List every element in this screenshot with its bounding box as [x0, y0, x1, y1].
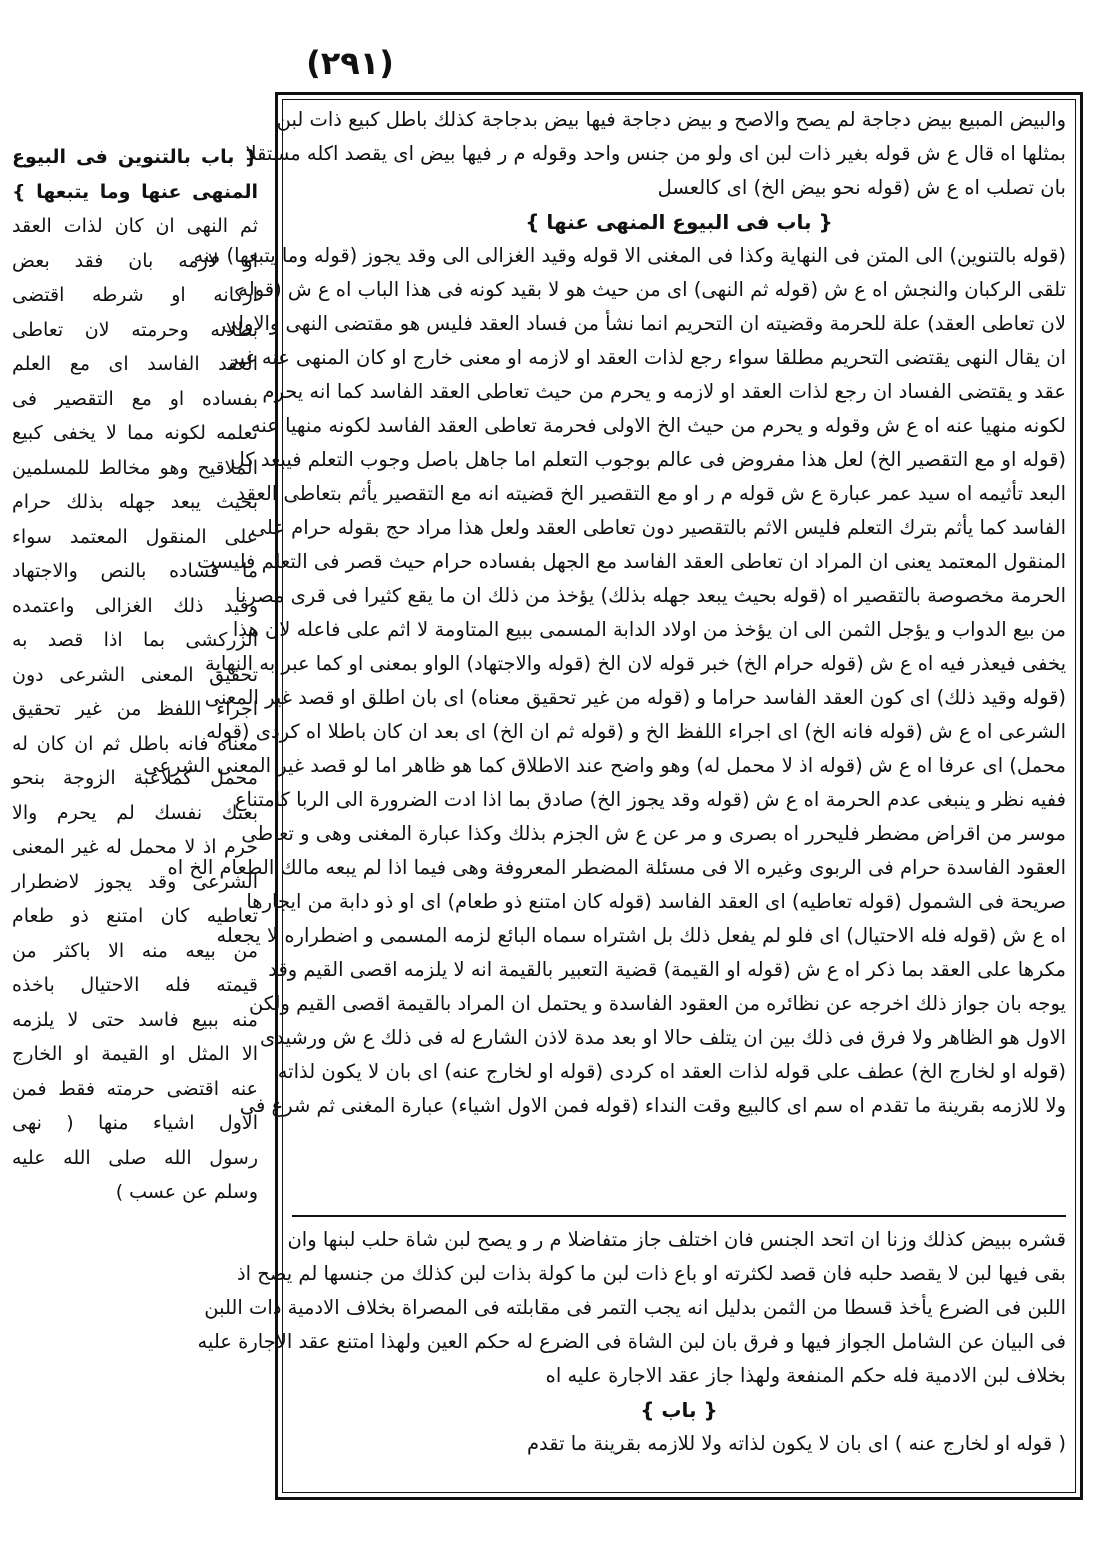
- text-line: { باب بالتنوين فى البيوع: [12, 146, 258, 168]
- text-line: عنه اقتضى حرمته فقط فمن: [12, 1077, 258, 1100]
- text-line: (قوله او مع التقصير الخ) لعل هذا مفروض فى عالم بوجوب التعلم اما جاهل باصل وجوب التعلم فيبعد كل: [230, 448, 1066, 471]
- text-line: الشرعى اه ع ش (قوله فانه الخ) اى اجراء اللفظ الخ و (قوله ثم ان الخ) اى بعد ان كان باطلا اه كردى (قوله: [206, 720, 1066, 743]
- text-line: وسلم عن عسب ): [115, 1181, 258, 1203]
- page-number: (٢٩١): [306, 44, 394, 82]
- text-line: ففيه نظر و ينبغى عدم الحرمة اه ع ش (قوله وقد يجوز الخ) صادق بما اذا ادت الضرورة الى الربا كامتناع: [234, 788, 1066, 811]
- section-heading: { باب فى البيوع المنهى عنها }: [525, 210, 833, 234]
- text-line: مكرها على العقد بما ذكر اه ع ش (قوله او القيمة) قضية التعبير بالقيمة انه لا يلزمه اقصى القيم وقد: [268, 958, 1066, 981]
- text-line: تحقيق المعنى الشرعى دون: [12, 663, 258, 686]
- text-line: حرم اذ لا محمل له غير المعنى: [12, 836, 258, 858]
- text-line: صريحة فى الشمول (قوله تعاطيه) اى العقد الفاسد (قوله كان امتنع ذو طعام) اى او ذو دابة من ايجارها: [246, 890, 1066, 913]
- text-line: وقيد ذلك الغزالى واعتمده: [12, 594, 258, 617]
- text-line: الملاقيح وهو مخالط للمسلمين: [12, 456, 258, 479]
- text-line: على المنقول المعتمد سواء: [12, 525, 258, 548]
- text-line: المنقول المعتمد يعنى ان المراد ان تعاطى العقد الفاسد مع الجهل بفساده حرام حيث قصر فى التعلم فليست: [197, 550, 1066, 573]
- text-line: الزركشى بما اذا قصد به: [12, 629, 258, 651]
- text-line: فى البيان عن الشامل الجواز فيها و فرق بان لبن الشاة فى الضرع له حكم العين ولهذا امتنع عقد الاجارة عليه: [197, 1330, 1066, 1353]
- text-line: ثم النهى ان كان لذات العقد: [12, 215, 258, 237]
- text-line: ان يقال النهى يقتضى التحريم مطلقا سواء رجع لذات العقد او لازمه او معنى خارج او كان المنهى عنه غير: [228, 346, 1066, 369]
- text-line: ما فساده بالنص والاجتهاد: [12, 560, 258, 582]
- text-line: اه ع ش (قوله فله الاحتيال) اى فلو لم يفعل ذلك بل اشتراه سماه البائع لزمه المسمى و اضطراره لا يجعله: [216, 924, 1066, 947]
- text-line: الا المثل او القيمة او الخارج: [12, 1043, 258, 1065]
- text-line: موسر من اقراض مضطر فليحرر اه بصرى و مر عن ع ش الجزم بذلك وكذا عبارة المغنى وهى و تعاطى: [241, 822, 1066, 845]
- text-line: لكونه منهيا عنه اه ع ش وقوله و يحرم من حيث الخ الاولى فحرمة تعاطى العقد الفاسد لكونه منهيا عنه: [250, 414, 1066, 437]
- text-line: العقود الفاسدة حرام فى الربوى وغيره الا فى مسئلة المضطر المعروفة وهى فيما اذا لم يبعه مالك الطعام الخ اه: [167, 856, 1066, 879]
- section-heading: { باب }: [640, 1398, 718, 1422]
- text-line: قيمته فله الاحتيال باخذه: [12, 974, 258, 996]
- text-line: يخفى فيعذر فيه اه ع ش (قوله حرام الخ) خبر قوله لان الخ (قوله والاجتهاد) الواو بمعنى او كما عبر به النهاية: [204, 652, 1066, 675]
- text-line: بحيث يبعد جهله بذلك حرام: [12, 491, 258, 513]
- text-line: الحرمة مخصوصة بالتقصير اه (قوله بحيث يبعد جهله بذلك) يؤخذ من ذلك ان ما يقع كثيرا فى قرى مصرنا: [234, 584, 1066, 607]
- text-line: تلقى الركبان والنجش اه ع ش (قوله ثم النهى) اى من حيث هو لا بقيد كونه فى هذا الباب اه ع ش (قوله: [238, 278, 1066, 301]
- commentary-lower-section: [197, 1223, 1066, 1483]
- text-line: بفساده او مع التقصير فى: [12, 387, 258, 410]
- text-line: بمثلها اه قال ع ش قوله بغير ذات لبن اى ولو من جنس واحد وقوله م ر فيها بيض اى يقصد اكله مستقلا: [245, 142, 1066, 165]
- text-line: بان تصلب اه ع ش (قوله نحو بيض الخ) اى كالعسل: [657, 176, 1066, 199]
- text-line: اللبن فى الضرع يأخذ قسطا من الثمن بدليل انه يجب التمر فى مقابلته فى المصراة بخلاف الادمية ذات اللبن: [204, 1296, 1066, 1319]
- text-line: المنهى عنها وما يتبعها }: [12, 180, 258, 203]
- text-line: محمل كملاعبة الزوجة بنحو: [12, 767, 258, 789]
- text-line: عقد و يقتضى الفساد ان رجع لذات العقد او لازمه و يحرم من حيث تعاطى العقد الفاسد كما انه يحرم: [262, 380, 1066, 403]
- text-line: اركانه او شرطه اقتضى: [12, 284, 258, 306]
- text-line: معناه فانه باطل ثم ان كان له: [12, 732, 258, 755]
- text-line: قشره ببيض كذلك وزنا ان اتحد الجنس فان اختلف جاز متفاضلا م ر و يصح لبن شاة حلب لبنها وان: [287, 1228, 1066, 1251]
- text-line: تعاطيه كان امتنع ذو طعام: [12, 905, 258, 927]
- text-line: والبيض المبيع بيض دجاجة لم يصح والاصح و بيض دجاجة فيها بيض بدجاجة كذلك باطل كبيع ذات لبن: [276, 108, 1066, 131]
- text-line: الاول اشياء منها ( نهى: [12, 1112, 258, 1134]
- section-divider: [292, 1215, 1066, 1217]
- text-line: منه ببيع فاسد حتى لا يلزمه: [12, 1008, 258, 1031]
- text-line: (قوله وقيد ذلك) اى كون العقد الفاسد حراما و (قوله من غير تحقيق معناه) اى بان اطلق او قصد غير المعنى: [204, 686, 1066, 709]
- text-line: بطلانه وحرمته لان تعاطى: [12, 318, 258, 341]
- text-line: تعلمه لكونه مما لا يخفى كبيع: [12, 422, 258, 444]
- text-line: اجراء اللفظ من غير تحقيق: [12, 698, 258, 720]
- text-line: محمل) اى عرفا اه ع ش (قوله اذ لا محمل له) وهو واضح عند الاطلاق كما هو ظاهر اما لو قصد غير المعنى الشرعى: [143, 754, 1066, 777]
- text-line: رسول الله صلى الله عليه: [12, 1146, 258, 1169]
- text-line: او لازمه بان فقد بعض: [12, 249, 258, 272]
- text-line: (قوله او لخارج الخ) عطف على قوله لذات العقد اه كردى (قوله او لخارج عنه) اى بان لا يكون لذاته: [277, 1060, 1066, 1083]
- text-line: بقى فيها لبن لا يقصد حلبه فان قصد لكثرته او باع ذات لبن ما كولة بذات لبن كذلك من جنسها لم يصح اذ: [236, 1262, 1066, 1285]
- text-line: الفاسد كما يأثم بترك التعلم فليس الاثم بالتقصير دون تعاطى العقد ولعل هذا مراد حج بقوله حرام على: [250, 516, 1066, 539]
- text-line: ( قوله او لخارج عنه ) اى بان لا يكون لذاته ولا للازمه بقرينة ما تقدم: [526, 1432, 1066, 1455]
- text-line: البعد تأثيمه اه سيد عمر عبارة ع ش قوله م ر او مع التقصير الخ قضيته انه مع التقصير يأثم بتعاطى العقد: [236, 482, 1066, 505]
- text-line: من بيع الدواب و يؤجل الثمن الى ان يؤخذ من اولاد الدابة المسمى ببيع المتاومة لا اثم على فاعله لان هذا: [232, 618, 1066, 641]
- text-line: يوجه بان جواز ذلك اخرجه عن نظائره من العقود الفاسدة و يحتمل ان المراد بالقيمة اقصى القيم ولكن: [248, 992, 1066, 1015]
- text-line: العقد الفاسد اى مع العلم: [12, 353, 258, 375]
- text-line: الشرعى وقد يجوز لاضطرار: [12, 870, 258, 893]
- text-line: لان تعاطى العقد) علة للحرمة وقضيته ان التحريم انما نشأ من فساد العقد فليس هو مقتضى النهى والاولى: [221, 312, 1066, 335]
- text-line: (قوله بالتنوين) الى المتن فى النهاية وكذا فى المغنى الا قوله وقيد الغزالى الى وقد يجوز (قوله وما يتبعها) منه: [193, 244, 1066, 267]
- text-line: ولا للازمه بقرينة ما تقدم اه سم اى كالبيع وقت النداء (قوله فمن الاول اشياء) عبارة المغنى ثم شرع فى: [239, 1094, 1066, 1117]
- text-line: بخلاف لبن الادمية فله حكم المنفعة ولهذا جاز عقد الاجارة عليه اه: [545, 1364, 1066, 1387]
- text-line: بعتك نفسك لم يحرم والا: [12, 801, 258, 824]
- text-line: الاول هو الظاهر ولا فرق فى ذلك بين ان يتلف حالا او بعد مدة لاذن الشارع له فى ذلك ع ش ورشيدى: [259, 1026, 1066, 1049]
- text-line: من بيعه منه الا باكثر من: [12, 939, 258, 962]
